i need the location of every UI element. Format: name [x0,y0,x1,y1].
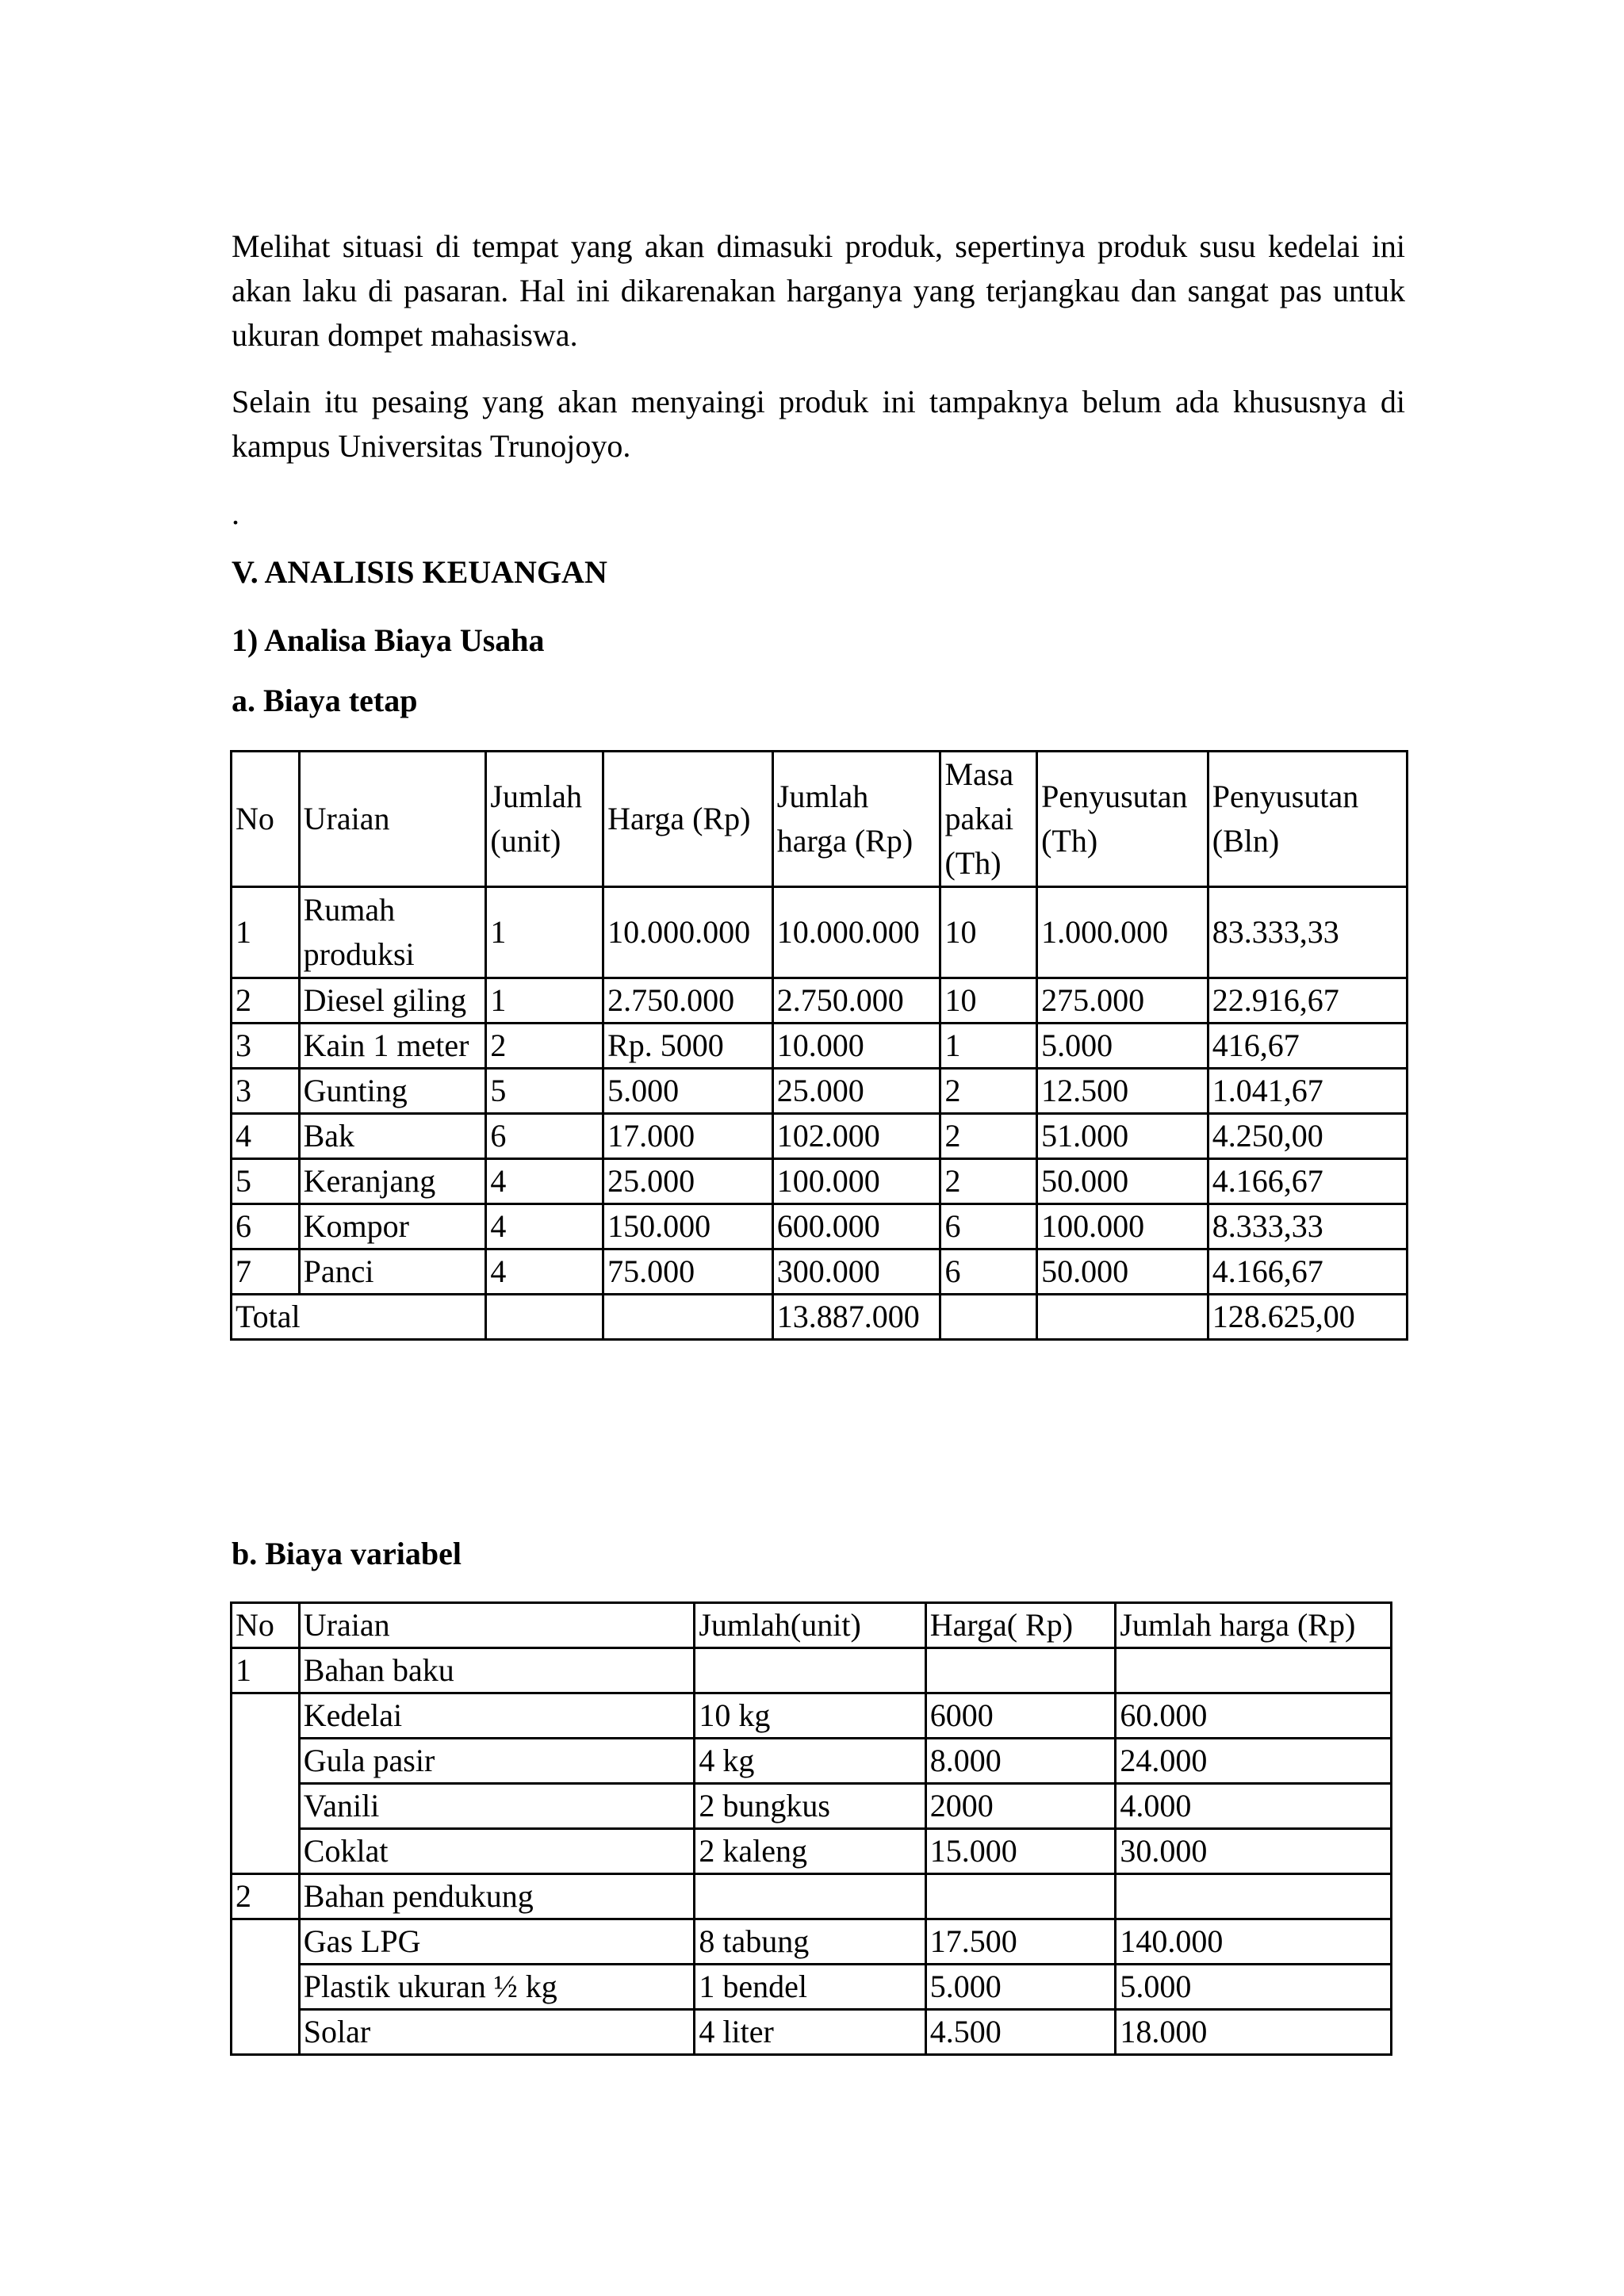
header-cell: Penyusutan (Bln) [1208,752,1407,887]
header-cell: Uraian [299,752,486,887]
table-cell: 2 [940,1159,1037,1204]
table-cell: Keranjang [299,1159,486,1204]
table-cell: 1 [232,887,300,978]
table-cell: 300.000 [772,1249,940,1295]
table-cell: Rp. 5000 [603,1024,773,1069]
header-cell: Masa pakai (Th) [940,752,1037,887]
total-jumlah-harga: 13.887.000 [772,1295,940,1340]
table-cell: Kedelai [299,1693,695,1739]
table-cell: 4.500 [925,2010,1116,2055]
header-cell: No [232,1603,300,1648]
table-row [232,1069,1408,1114]
table-cell: Vanili [299,1784,695,1829]
table-cell: 2 kaleng [695,1829,925,1874]
table-cell: 24.000 [1116,1739,1392,1784]
table-cell [232,1919,300,2055]
table-cell: 5.000 [1037,1024,1208,1069]
table-cell: Kompor [299,1204,486,1249]
table-cell: 8.000 [925,1739,1116,1784]
table-cell: 17.500 [925,1919,1116,1965]
header-cell: No [232,752,300,887]
table-cell: 4 [486,1249,603,1295]
group-row [232,1648,1392,1693]
table-cell: 4 kg [695,1739,925,1784]
variable-cost-title: b. Biaya variabel [232,1536,462,1571]
table-cell [1037,1295,1208,1340]
table-cell: 30.000 [1116,1829,1392,1874]
table-row [232,887,1408,978]
group-label: Bahan baku [299,1648,695,1693]
table-cell: 600.000 [772,1204,940,1249]
table-row [232,1114,1408,1159]
group-row [232,1874,1392,1919]
table-row [232,1024,1408,1069]
table-cell: Gas LPG [299,1919,695,1965]
table-cell: 6 [940,1204,1037,1249]
table-row [232,978,1408,1024]
table-cell: 4.250,00 [1208,1114,1407,1159]
table-row [232,1249,1408,1295]
total-label: Total [232,1295,486,1340]
table-cell: 416,67 [1208,1024,1407,1069]
table-cell: Diesel giling [299,978,486,1024]
table-cell: 100.000 [1037,1204,1208,1249]
header-cell: Penyusutan (Th) [1037,752,1208,887]
header-cell: Jumlah (unit) [486,752,603,887]
table-cell: 150.000 [603,1204,773,1249]
table-cell: Bak [299,1114,486,1159]
table-cell: 2 [940,1069,1037,1114]
table-cell: 10.000 [772,1024,940,1069]
table-cell: 60.000 [1116,1693,1392,1739]
table-row [232,1693,1392,1739]
table-cell: 6 [232,1204,300,1249]
table-cell: 4 [486,1204,603,1249]
table-cell: 10 [940,978,1037,1024]
header-cell: Jumlah harga (Rp) [1116,1603,1392,1648]
table-cell: 10.000.000 [772,887,940,978]
table-cell: Plastik ukuran ½ kg [299,1965,695,2010]
table-row [232,1919,1392,1965]
table-header-row [232,752,1408,887]
table-cell: Panci [299,1249,486,1295]
table-cell: 75.000 [603,1249,773,1295]
table-cell [232,1693,300,1874]
table-row [232,1739,1392,1784]
table-cell: 100.000 [772,1159,940,1204]
table-row [232,1784,1392,1829]
table-row [232,2010,1392,2055]
header-cell: Jumlah harga (Rp) [772,752,940,887]
table-cell [486,1295,603,1340]
table-cell: 1 [486,887,603,978]
table-cell: 10 kg [695,1693,925,1739]
table-cell [603,1295,773,1340]
table-cell: 2 [232,978,300,1024]
table-cell [925,1874,1116,1919]
fixed-cost-title: a. Biaya tetap [232,683,418,718]
table-cell: 2 [486,1024,603,1069]
table-header-row [232,1603,1392,1648]
table-cell: 17.000 [603,1114,773,1159]
table-cell: 2000 [925,1784,1116,1829]
table-cell: 83.333,33 [1208,887,1407,978]
table-total-row [232,1295,1408,1340]
table-cell: 102.000 [772,1114,940,1159]
table-row [232,1829,1392,1874]
table-cell [1116,1874,1392,1919]
table-cell: 4 [232,1114,300,1159]
table-row [232,1965,1392,2010]
total-penyusutan-bln: 128.625,00 [1208,1295,1407,1340]
table-cell: 25.000 [603,1159,773,1204]
table-cell: 22.916,67 [1208,978,1407,1024]
section-title: V. ANALISIS KEUANGAN [232,554,607,590]
table-cell: 2.750.000 [603,978,773,1024]
table-cell: 25.000 [772,1069,940,1114]
table-cell: 5 [232,1159,300,1204]
group-no: 2 [232,1874,300,1919]
group-label: Bahan pendukung [299,1874,695,1919]
variable-cost-table [230,1601,1392,2056]
table-cell [695,1648,925,1693]
table-cell: 2.750.000 [772,978,940,1024]
table-cell: 1.000.000 [1037,887,1208,978]
header-cell: Uraian [299,1603,695,1648]
table-cell: 2 [940,1114,1037,1159]
paragraph-market: Melihat situasi di tempat yang akan dimasuki produk, sepertinya produk susu kedelai ini akan laku di pasaran. Hal ini dikarenakan harganya yang terjangkau dan sangat pas untuk ukuran dompet mahasiswa. [232,228,1405,353]
table-cell: Kain 1 meter [299,1024,486,1069]
table-cell: 3 [232,1069,300,1114]
table-cell [925,1648,1116,1693]
table-cell: 140.000 [1116,1919,1392,1965]
table-cell [695,1874,925,1919]
table-cell: 7 [232,1249,300,1295]
table-cell [940,1295,1037,1340]
group-no: 1 [232,1648,300,1693]
table-cell: Coklat [299,1829,695,1874]
table-cell: 275.000 [1037,978,1208,1024]
table-cell [1116,1648,1392,1693]
table-cell: 5 [486,1069,603,1114]
table-cell: 1 bendel [695,1965,925,2010]
table-cell: 4.000 [1116,1784,1392,1829]
table-cell: 6 [940,1249,1037,1295]
table-cell: 3 [232,1024,300,1069]
table-cell: 10 [940,887,1037,978]
table-cell: 15.000 [925,1829,1116,1874]
table-cell: 1.041,67 [1208,1069,1407,1114]
header-cell: Harga (Rp) [603,752,773,887]
table-cell: 50.000 [1037,1159,1208,1204]
table-cell: Gula pasir [299,1739,695,1784]
table-cell: 4.166,67 [1208,1249,1407,1295]
table-cell: Rumah produksi [299,887,486,978]
table-cell: 2 bungkus [695,1784,925,1829]
table-cell: 12.500 [1037,1069,1208,1114]
table-cell: 6 [486,1114,603,1159]
table-cell: 51.000 [1037,1114,1208,1159]
table-cell: 4 [486,1159,603,1204]
table-cell: 4 liter [695,2010,925,2055]
table-cell: 10.000.000 [603,887,773,978]
table-cell: 1 [486,978,603,1024]
table-cell: Solar [299,2010,695,2055]
subsection-title: 1) Analisa Biaya Usaha [232,622,545,658]
table-cell: 5.000 [603,1069,773,1114]
table-cell: 4.166,67 [1208,1159,1407,1204]
table-cell: 1 [940,1024,1037,1069]
table-cell: 8 tabung [695,1919,925,1965]
table-cell: 18.000 [1116,2010,1392,2055]
table-row [232,1159,1408,1204]
table-cell: 6000 [925,1693,1116,1739]
table-cell: Gunting [299,1069,486,1114]
header-cell: Jumlah(unit) [695,1603,925,1648]
separator-dot: . [232,496,239,531]
table-cell: 5.000 [1116,1965,1392,2010]
table-cell: 5.000 [925,1965,1116,2010]
header-cell: Harga( Rp) [925,1603,1116,1648]
table-cell: 50.000 [1037,1249,1208,1295]
table-row [232,1204,1408,1249]
paragraph-competitor: Selain itu pesaing yang akan menyaingi produk ini tampaknya belum ada khususnya di kampus Universitas Trunojoyo. [232,384,1405,464]
fixed-cost-table [230,750,1408,1341]
table-cell: 8.333,33 [1208,1204,1407,1249]
